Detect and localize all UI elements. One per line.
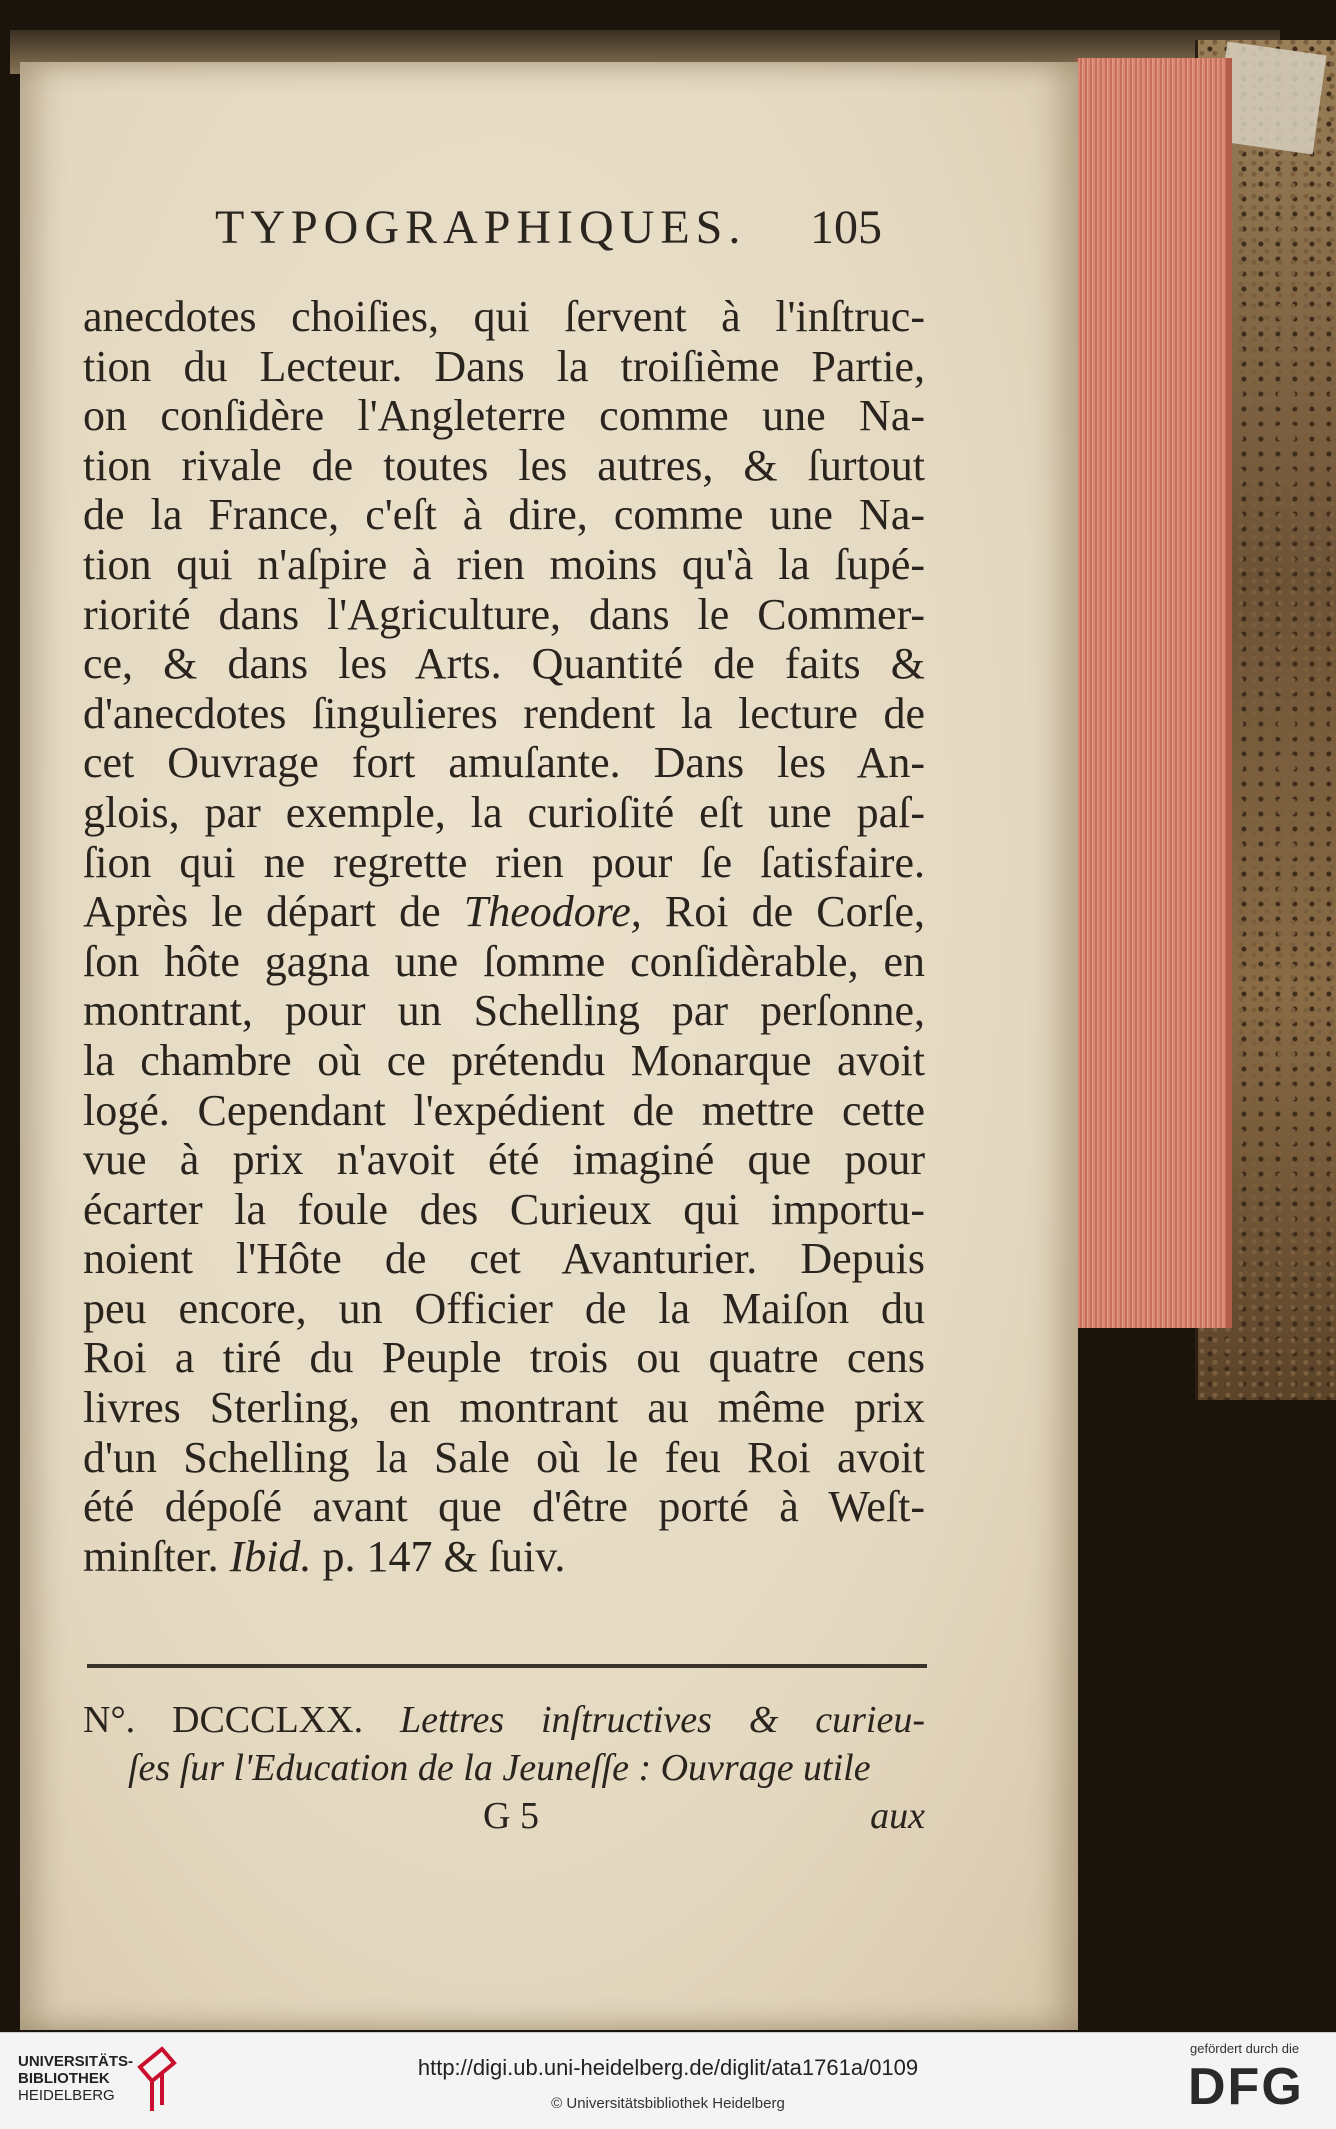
text-line: tion rivale de toutes les autres, & ſurtout bbox=[83, 440, 925, 490]
text-line: ce, & dans les Arts. Quantité de faits & bbox=[83, 639, 925, 689]
text-line: ſion qui ne regrette rien pour ſe ſatisfaire. bbox=[83, 837, 925, 887]
text-line: livres Sterling, en montrant au même prix bbox=[83, 1383, 925, 1433]
text-line: minſter. Ibid. p. 147 & ſuiv. bbox=[83, 1531, 566, 1581]
viewer-footer bbox=[0, 2032, 1336, 2129]
text-line: noient l'Hôte de cet Avanturier. Depuis bbox=[83, 1234, 925, 1284]
text-line: tion qui n'aſpire à rien moins qu'à la ſupé- bbox=[83, 539, 925, 589]
text-line: anecdotes choiſies, qui ſervent à l'inſtruc- bbox=[83, 292, 925, 341]
text-line: de la France, c'eſt à dire, comme une Na- bbox=[83, 490, 925, 540]
dfg-logo: DFG bbox=[1188, 2058, 1304, 2116]
text-line: d'anecdotes ſingulieres rendent la lecture de bbox=[83, 688, 925, 738]
text-line: ſon hôte gagna une ſomme conſidèrable, en bbox=[83, 936, 925, 986]
text-line: d'un Schelling la Sale où le feu Roi avoit bbox=[83, 1432, 925, 1482]
text-line: glois, par exemple, la curioſité eſt une paſ- bbox=[83, 787, 925, 837]
running-head bbox=[20, 200, 1078, 270]
permalink[interactable]: http://digi.ub.uni-heidelberg.de/diglit/ata1761a/0109 bbox=[417, 2055, 919, 2080]
text-line: vue à prix n'avoit été imaginé que pour bbox=[83, 1135, 925, 1185]
text-line: écarter la foule des Curieux qui importu- bbox=[83, 1184, 925, 1234]
book-page bbox=[20, 62, 1078, 2030]
text-line: on conſidère l'Angleterre comme une Na- bbox=[83, 391, 925, 441]
text-line: la chambre où ce prétendu Monarque avoit bbox=[83, 1035, 925, 1085]
entry-title-line-2: ſes ſur l'Education de la Jeuneſſe : Ouvrage utile bbox=[128, 1747, 871, 1789]
running-head-title: TYPOGRAPHIQUES. bbox=[215, 201, 747, 254]
text-line: Après le départ de Theodore, Roi de Corſe, bbox=[83, 887, 925, 937]
entry-number: N°. DCCCLXX. bbox=[83, 1699, 364, 1741]
red-page-edges bbox=[1075, 58, 1232, 1328]
text-line: Roi a tiré du Peuple trois ou quatre cens bbox=[83, 1333, 925, 1383]
library-name-line-2: BIBLIOTHEK bbox=[18, 2070, 110, 2087]
text-line: logé. Cependant l'expédient de mettre cette bbox=[83, 1085, 925, 1135]
body-text bbox=[83, 292, 925, 1581]
horizontal-rule bbox=[87, 1664, 927, 1668]
funding-caption: gefördert durch die bbox=[1190, 2041, 1300, 2056]
page-number: 105 bbox=[810, 201, 882, 254]
text-line: tion du Lecteur. Dans la troiſième Partie, bbox=[83, 341, 925, 391]
entry-title-line-1: Lettres inſtructives & curieu- bbox=[399, 1699, 925, 1741]
text-line: montrant, pour un Schelling par perſonne, bbox=[83, 986, 925, 1036]
entry-heading-line bbox=[83, 1696, 925, 1744]
signature-mark: G 5 bbox=[483, 1795, 539, 1837]
copyright-notice: © Universitätsbibliothek Heidelberg bbox=[551, 2095, 785, 2112]
text-line: peu encore, un Officier de la Maiſon du bbox=[83, 1283, 925, 1333]
library-name-line-1: UNIVERSITÄTS- bbox=[18, 2053, 134, 2070]
text-line: été dépoſé avant que d'être porté à Weſt- bbox=[83, 1482, 925, 1532]
text-line: riorité dans l'Agriculture, dans le Commer- bbox=[83, 589, 925, 639]
library-name-line-3: HEIDELBERG bbox=[18, 2087, 115, 2104]
entry-heading bbox=[83, 1696, 925, 1840]
catchword: aux bbox=[870, 1795, 925, 1837]
text-line: cet Ouvrage fort amuſante. Dans les An- bbox=[83, 738, 925, 788]
signature-line bbox=[83, 1792, 925, 1840]
